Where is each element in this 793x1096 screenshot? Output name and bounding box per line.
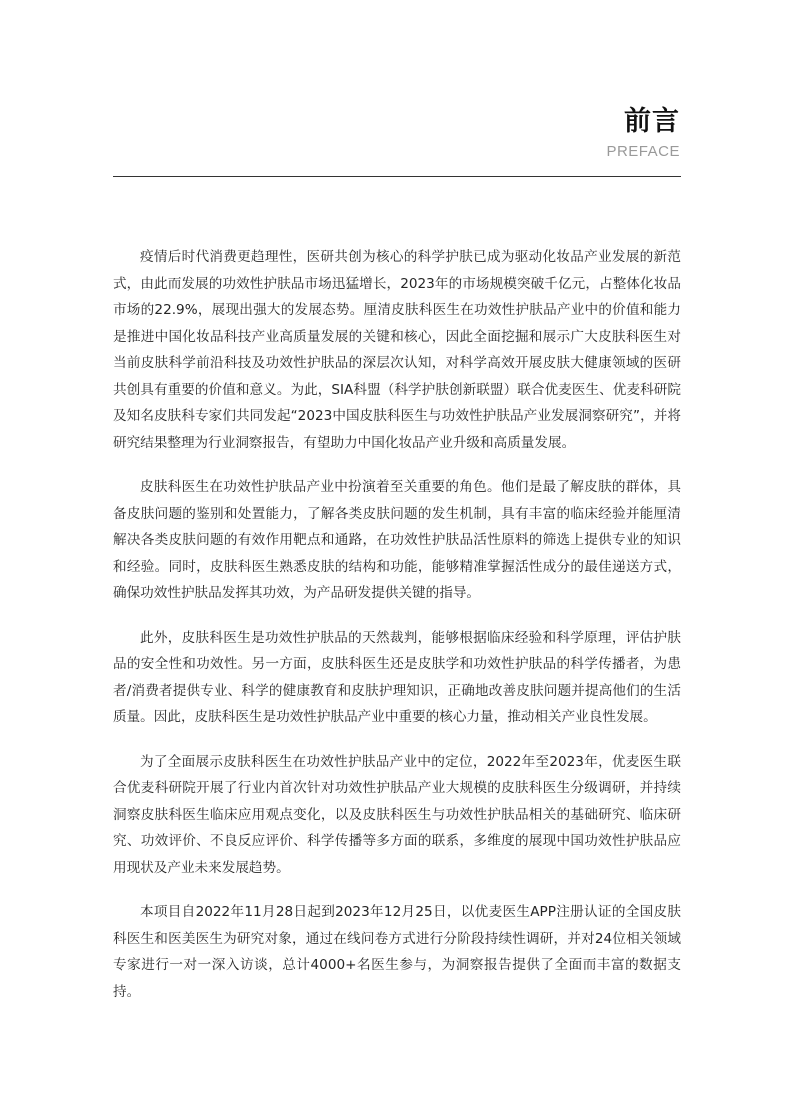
paragraph-2: 皮肤科医生在功效性护肤品产业中扮演着至关重要的角色。他们是最了解皮肤的群体，具备皮肤问题的鉴别和处置能力，了解各类皮肤问题的发生机制，具有丰富的临床经验并能厘清解决各类皮肤问题的有效作用靶点和通路，在功效性护肤品活性原料的筛选上提供专业的知识和经验。同时，皮肤科医生熟悉皮肤的结构和功能，能够精准掌握活性成分的最佳递送方式，确保功效性护肤品发挥其功效，为产品研发提供关键的指导。 bbox=[113, 479, 681, 601]
page-subtitle: PREFACE bbox=[606, 143, 680, 160]
paragraph-3: 此外，皮肤科医生是功效性护肤品的天然裁判，能够根据临床经验和科学原理，评估护肤品的安全性和功效性。另一方面，皮肤科医生还是皮肤学和功效性护肤品的科学传播者，为患者/消费者提供专业、科学的健康教育和皮肤护理知识，正确地改善皮肤问题并提高他们的生活质量。因此，皮肤科医生是功效性护肤品产业中重要的核心力量，推动相关产业良性发展。 bbox=[113, 629, 681, 725]
header-divider bbox=[113, 176, 681, 177]
paragraph-1: 疫情后时代消费更趋理性，医研共创为核心的科学护肤已成为驱动化妆品产业发展的新范式，由此而发展的功效性护肤品市场迅猛增长，2023年的市场规模突破千亿元，占整体化妆品市场的22.9%，展现出强大的发展态势。厘清皮肤科医生在功效性护肤品产业中的价值和能力是推进中国化妆品科技产业高质量发展的关键和核心，因此全面挖掘和展示广大皮肤科医生对当前皮肤科学前沿科技及功效性护肤品的深层次认知，对科学高效开展皮肤大健康领域的医研共创具有重要的价值和意义。为此，SIA科盟（科学护肤创新联盟）联合优麦医生、优麦科研院及知名皮肤科专家们共同发起“2023中国皮肤科医生与功效性护肤品产业发展洞察研究”，并将研究结果整理为行业洞察报告，有望助力中国化妆品产业升级和高质量发展。 bbox=[113, 249, 681, 451]
page-title: 前言 bbox=[624, 106, 680, 137]
paragraph-4: 为了全面展示皮肤科医生在功效性护肤品产业中的定位，2022年至2023年，优麦医生联合优麦科研院开展了行业内首次针对功效性护肤品产业大规模的皮肤科医生分级调研，并持续洞察皮肤科医生临床应用观点变化，以及皮肤科医生与功效性护肤品相关的基础研究、临床研究、功效评价、不良反应评价、科学传播等多方面的联系，多维度的展现中国功效性护肤品应用现状及产业未来发展趋势。 bbox=[113, 753, 681, 876]
paragraph-5: 本项目自2022年11月28日起到2023年12月25日，以优麦医生APP注册认证的全国皮肤科医生和医美医生为研究对象，通过在线问卷方式进行分阶段持续性调研，并对24位相关领域专家进行一对一深入访谈，总计4000+名医生参与，为洞察报告提供了全面而丰富的数据支持。 bbox=[113, 904, 681, 1000]
page-header bbox=[606, 104, 680, 162]
preface-body bbox=[113, 244, 681, 1023]
